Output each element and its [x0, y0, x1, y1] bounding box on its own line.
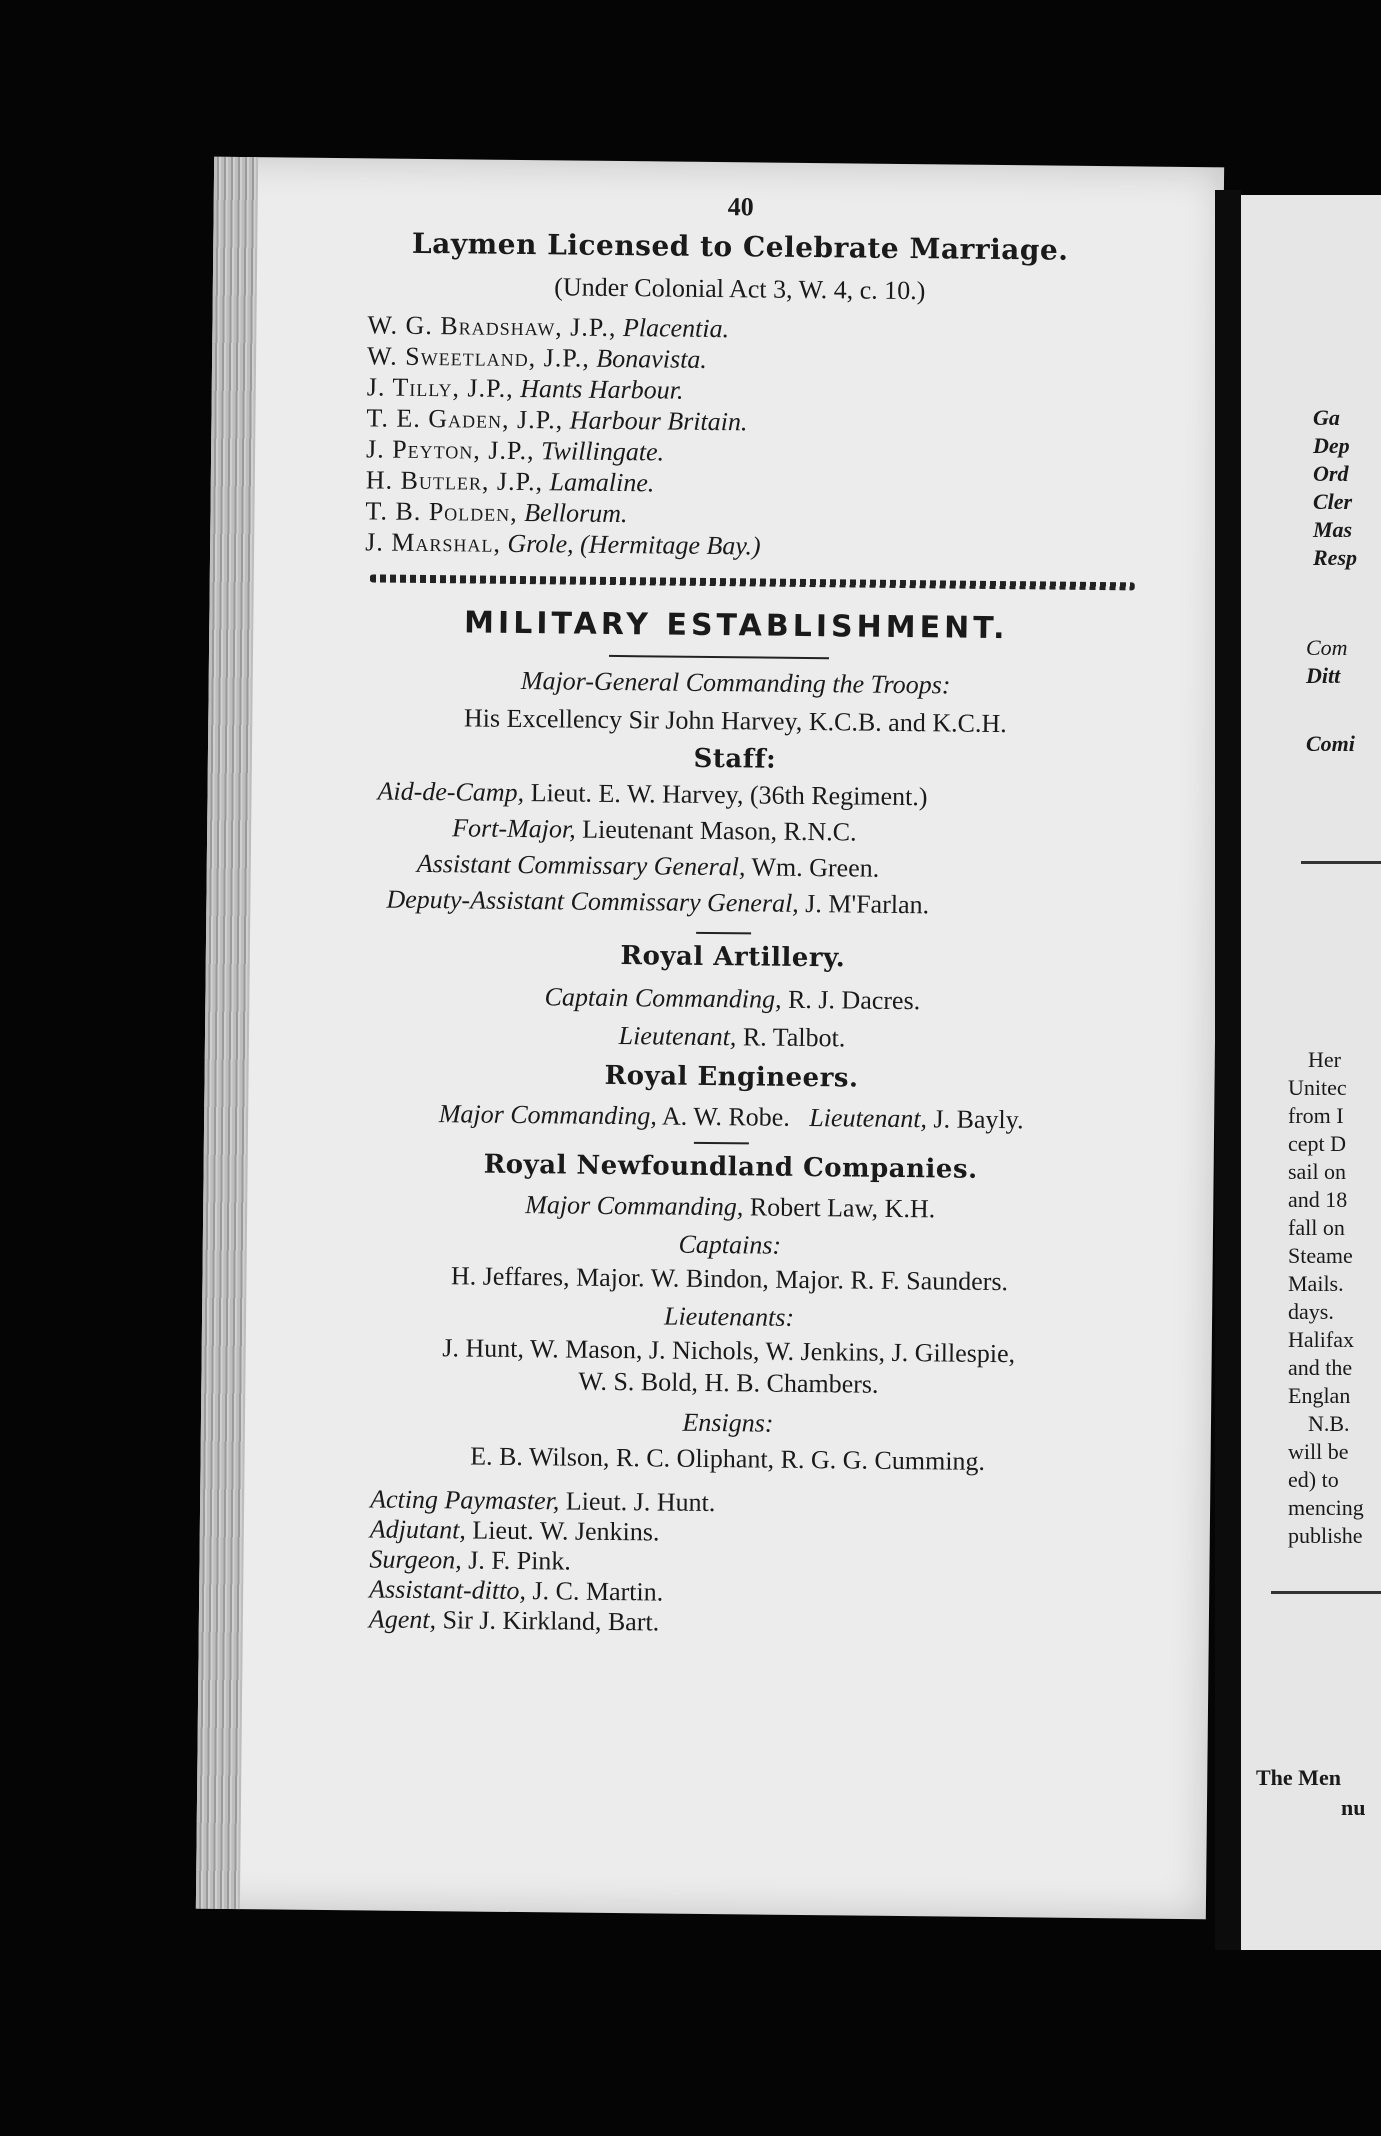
fragment: nu [1341, 1795, 1366, 1820]
staff-heading: Staff: [693, 743, 777, 775]
fragment: mencing [1288, 1495, 1364, 1520]
laymen-entry: J. Marshal, Grole, (Hermitage Bay.) [365, 527, 761, 561]
book-page [196, 157, 1224, 1919]
laymen-entry: W. G. Bradshaw, J.P., Placentia. [367, 310, 730, 344]
fragment: Ditt [1306, 663, 1341, 688]
fragment: Com [1306, 635, 1348, 660]
staff-entry: Aid-de-Camp, Lieut. E. W. Harvey, (36th Regiment.) [377, 776, 928, 812]
laymen-entry: T. B. Polden, Bellorum. [365, 496, 628, 529]
newfoundland-major: Major Commanding, Robert Law, K.H. [525, 1190, 936, 1224]
page-number: 40 [727, 192, 754, 222]
laymen-entry: W. Sweetland, J.P., Bonavista. [366, 341, 708, 374]
fragment: and the [1288, 1355, 1353, 1380]
divider [696, 932, 751, 935]
fragment: Mas [1313, 517, 1353, 542]
laymen-subtitle: (Under Colonial Act 3, W. 4, c. 10.) [554, 272, 926, 306]
fragment: Halifax [1288, 1327, 1354, 1352]
fragment: from I [1288, 1103, 1344, 1128]
divider [1271, 1591, 1381, 1594]
fragment: Dep [1313, 433, 1350, 458]
fragment: sail on [1288, 1159, 1347, 1184]
laymen-title: Laymen Licensed to Celebrate Marriage. [411, 226, 1069, 267]
book-gutter [1215, 190, 1241, 1950]
fragment: cept D [1288, 1131, 1347, 1156]
fragment: Unitec [1288, 1075, 1347, 1100]
captains-list: H. Jeffares, Major. W. Bindon, Major. R. F. Saunders. [450, 1261, 1009, 1297]
lieutenants-list: J. Hunt, W. Mason, J. Nichols, W. Jenkins, J. Gillespie, [442, 1333, 1016, 1369]
fragment: Resp [1313, 545, 1357, 570]
section-divider [370, 574, 1135, 590]
fragment: Her [1308, 1047, 1341, 1072]
fragment: Ord [1313, 461, 1349, 486]
lieutenants-heading: Lieutenants: [663, 1301, 795, 1332]
laymen-entry: J. Tilly, J.P., Hants Harbour. [366, 372, 684, 405]
military-title: MILITARY ESTABLISHMENT. [463, 605, 1009, 647]
fragment: Englan [1288, 1383, 1351, 1408]
fragment: fall on [1288, 1215, 1345, 1240]
engineers-entry: Major Commanding, A. W. Robe. Lieutenant, J. Bayly. [438, 1099, 1024, 1135]
staff-entry: Deputy-Assistant Commissary General, J. M'Farlan. [386, 884, 930, 920]
officer-entry: Adjutant, Lieut. W. Jenkins. [369, 1514, 660, 1547]
artillery-heading: Royal Artillery. [620, 941, 846, 974]
fragment: publishe [1288, 1523, 1363, 1548]
captains-heading: Captains: [678, 1229, 782, 1260]
divider [694, 1142, 749, 1145]
officer-entry: Acting Paymaster, Lieut. J. Hunt. [370, 1484, 716, 1518]
staff-entry: Fort-Major, Lieutenant Mason, R.N.C. [452, 813, 857, 847]
fragment: Ga [1313, 405, 1340, 430]
fragment: ed) to [1288, 1467, 1339, 1492]
fragment: will be [1288, 1439, 1349, 1464]
facing-page [1241, 195, 1381, 1950]
ensigns-heading: Ensigns: [682, 1407, 774, 1438]
artillery-entry: Captain Commanding, R. J. Dacres. [544, 982, 921, 1016]
artillery-entry: Lieutenant, R. Talbot. [618, 1021, 846, 1053]
title-underline [609, 655, 829, 659]
fragment: Comi [1306, 731, 1355, 756]
fragment: and 18 [1288, 1187, 1348, 1212]
divider [1301, 861, 1381, 864]
laymen-entry: T. E. Gaden, J.P., Harbour Britain. [366, 403, 748, 437]
fragment: The Men [1256, 1765, 1341, 1790]
officer-entry: Agent, Sir J. Kirkland, Bart. [368, 1604, 660, 1637]
fragment: days. [1288, 1299, 1334, 1324]
laymen-entry: J. Peyton, J.P., Twillingate. [365, 434, 665, 467]
officer-entry: Assistant-ditto, J. C. Martin. [369, 1574, 664, 1607]
ensigns-list: E. B. Wilson, R. C. Oliphant, R. G. G. Cumming. [470, 1441, 986, 1476]
laymen-entry: H. Butler, J.P., Lamaline. [365, 465, 655, 498]
commanding-role: Major-General Commanding the Troops: [520, 666, 951, 700]
newfoundland-heading: Royal Newfoundland Companies. [483, 1149, 978, 1185]
officer-entry: Surgeon, J. F. Pink. [369, 1544, 572, 1576]
staff-entry: Assistant Commissary General, Wm. Green. [416, 848, 880, 883]
lieutenants-list: W. S. Bold, H. B. Chambers. [578, 1366, 879, 1399]
fragment: Mails. [1288, 1271, 1344, 1296]
engineers-heading: Royal Engineers. [604, 1060, 859, 1094]
fragment: Steame [1288, 1243, 1353, 1268]
fragment: N.B. [1308, 1411, 1350, 1436]
fragment: Cler [1313, 489, 1353, 514]
commanding-name: His Excellency Sir John Harvey, K.C.B. and K.C.H. [463, 703, 1007, 739]
